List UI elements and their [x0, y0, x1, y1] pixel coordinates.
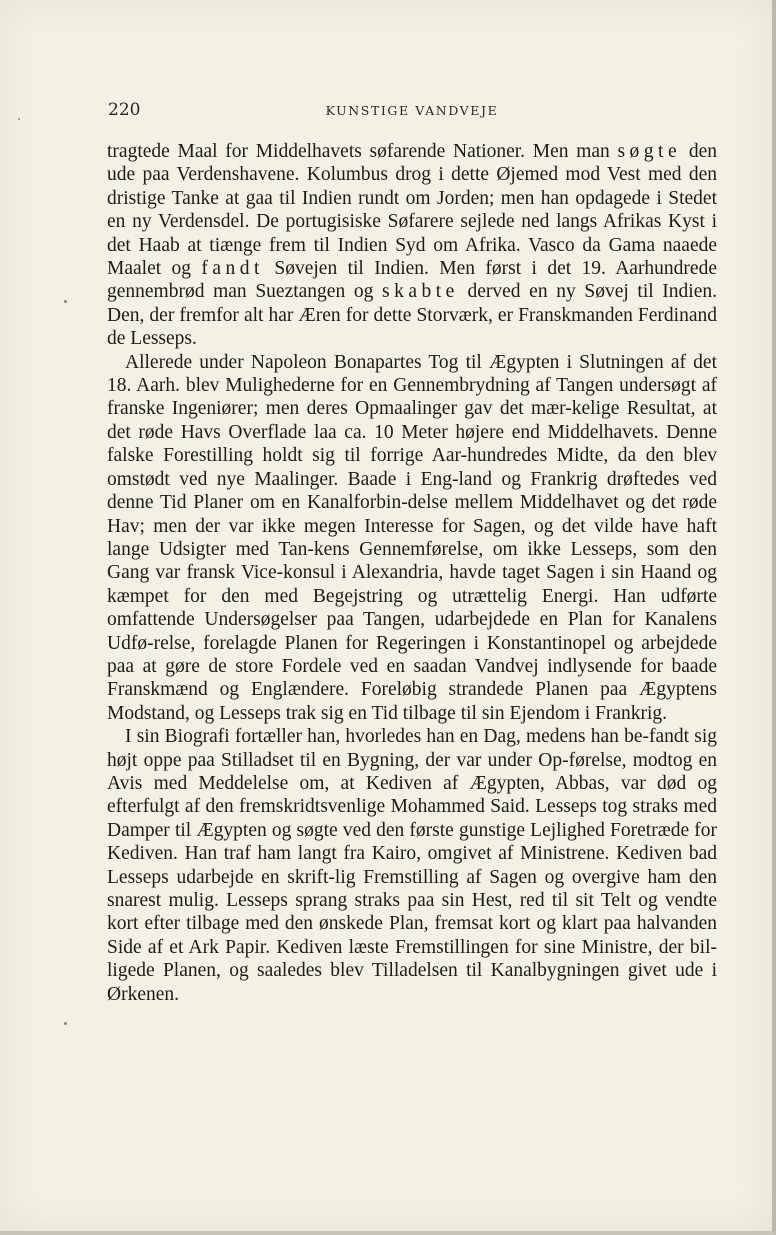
text-run: derved en ny Søvej til Indien. Den, der fremfor alt har Æren for dette Storværk, er Franskmanden Ferdinand de Lesseps.	[107, 281, 717, 350]
running-title: KUNSTIGE VANDVEJE	[325, 103, 499, 118]
page-number: 220	[108, 100, 141, 120]
paragraph-1	[107, 140, 717, 351]
body-text	[107, 140, 717, 1006]
emphasized-word: fandt	[201, 258, 264, 280]
text-run: Søvejen til Indien. Men først i det 19. Aarhundrede gennembrød man Sueztangen og	[107, 258, 717, 303]
page-header	[108, 100, 716, 122]
paragraph-2: Allerede under Napoleon Bonapartes Tog til Ægypten i Slutningen af det 18. Aarh. blev Mulighederne for en Gennembrydning af Tangen undersøgt af franske Ingeniører; men deres Opmaalinger gav det mær-kelige Resultat, at det røde Havs Overflade laa ca. 10 Meter højere end Middelhavets. Denne falske Forestilling holdt sig til forrige Aar-hundredes Midte, da den blev omstødt ved nye Maalinger. Baade i Eng-land og Frankrig drøftedes ved denne Tid Planer om en Kanalforbin-delse mellem Middelhavet og det røde Hav; men der var ikke megen Interesse for Sagen, og det vilde have haft lange Udsigter med Tan-kens Gennemførelse, om ikke Lesseps, som den Gang var fransk Vice-konsul i Alexandria, havde taget Sagen i sin Haand og kæmpet for den med Begejstring og utrættelig Energi. Han udførte omfattende Undersøgelser paa Tangen, udarbejdede en Plan for Kanalens Udfø-relse, forelagde Planen for Regeringen i Konstantinopel og arbejdede paa at gøre de store Fordele ved en saadan Vandvej indlysende for baade Franskmænd og Englændere. Foreløbig strandede Planen paa Ægyptens Modstand, og Lesseps trak sig en Tid tilbage til sin Ejendom i Frankrig.	[107, 351, 717, 724]
emphasized-word: søgte	[617, 141, 682, 162]
emphasized-word: skabte	[382, 281, 459, 303]
paper-speck	[18, 118, 20, 120]
paper-speck	[64, 1022, 67, 1025]
text-run: tragtede Maal for Middelhavets søfarende Nationer. Men man	[107, 141, 618, 162]
paragraph-3: I sin Biografi fortæller han, hvorledes han en Dag, medens han be-fandt sig højt oppe paa Stilladset til en Bygning, der var under Op-førelse, modtog en Avis med Meddelelse om, at Kediven af Ægypten, Abbas, var død og efterfulgt af den fremskridtsvenlige Mohammed Said. Lesseps tog straks med Damper til Ægypten og søgte ved den første gunstige Lejlighed Foretræde for Kediven. Han traf ham langt fra Kairo, omgivet af Ministrene. Kediven bad Lesseps udarbejde en skrift-lig Fremstilling af Sagen og overgive ham den snarest mulig. Lesseps sprang straks paa sin Hest, red til sit Telt og vendte kort efter tilbage med den ønskede Plan, fremsat kort og klart paa halvanden Side af et Ark Papir. Kediven læste Fremstillingen for sine Ministre, der bil-ligede Planen, og saaledes blev Tilladelsen til Kanalbygningen givet ude i Ørkenen.	[107, 726, 717, 1005]
paper-speck	[64, 300, 67, 303]
text-run: den ude paa Verdenshavene. Kolumbus drog i dette Øjemed mod Vest med den dristige Tanke at gaa til Indien rundt om Jorden; men han opdagede i Stedet en ny Verdensdel. De portugisiske Søfarere sejlede ned langs Afrikas Kyst i det Haab at tiænge frem til Indien Syd om Afrika. Vasco da Gama naaede Maalet og	[107, 141, 717, 280]
